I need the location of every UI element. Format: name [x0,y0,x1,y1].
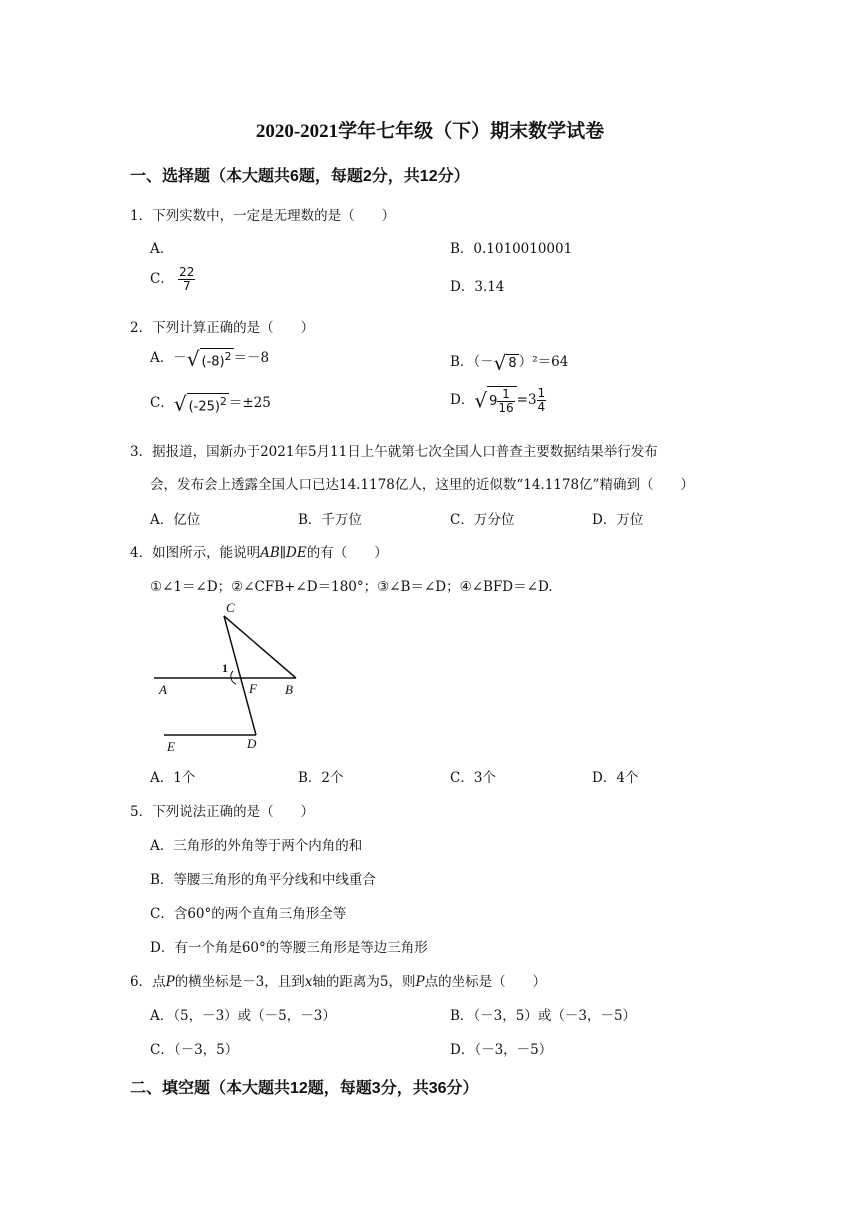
question-4-conditions: ①∠1＝∠D；②∠CFB+∠D＝180°；③∠B＝∠D；④∠BFD＝∠D. [150,579,553,595]
square-root: √ $(-25)^2$ [173,391,227,416]
label-c: C [226,600,235,615]
question-4-option-d: D．4个 [592,770,639,786]
result: ＝－8 [233,350,270,366]
point-p: P [165,974,175,990]
question-5-option-d: D．有一个角是60°的等腰三角形是等边三角形 [150,940,428,956]
question-1-option-c [150,266,195,293]
fraction [497,388,514,415]
square-root: √ 9 $\frac{1}{16}$ [474,386,516,415]
option-label: C． [150,395,174,411]
numerator: 22 [179,265,195,279]
radicand: (-25) [188,399,220,415]
radicand: 8 [508,356,517,371]
option-label: C． [150,271,174,287]
option-label: A． [150,350,174,366]
label-a: A [159,682,167,697]
result: ）²＝64 [518,354,569,370]
segment-ab: AB [260,545,280,561]
question-4-option-b: B．2个 [298,770,344,786]
question-6-option-d: D．（－3，－5） [450,1042,553,1058]
section-heading-fill-in: 二、填空题（本大题共12题，每题3分，共36分） [130,1080,479,1097]
question-4-option-c: C．3个 [450,770,496,786]
page-title: 2020-2021学年七年级（下）期末数学试卷 [255,121,605,142]
question-1-stem: 1．下列实数中，一定是无理数的是（ ） [130,208,396,224]
stem-text: 的有（ ） [306,545,388,561]
label-e: E [167,739,175,754]
segment-de: DE [286,545,307,561]
label-f: F [249,681,257,696]
geometry-figure [150,598,310,758]
stem-text: 6．点 [130,974,166,990]
section-heading-choice: 一、选择题（本大题共6题，每题2分，共12分） [130,168,470,185]
question-3-line-1: 3．据报道，国新办于2021年5月11日上午就第七次全国人口普查主要数据结果举行发布 [130,444,658,460]
denominator: 7 [182,279,191,293]
numerator: 1 [537,386,546,400]
denominator: 4 [537,400,546,414]
option-label: B．（－ [450,354,494,370]
stem-text: 4．如图所示，能说明 [130,545,261,561]
exponent: 2 [219,394,227,408]
question-1-option-d: D．3.14 [450,279,505,295]
point-p: P [415,974,425,990]
equals: =3 [516,392,537,408]
question-5-option-c: C．含60°的两个直角三角形全等 [150,906,347,922]
question-5-option-b: B．等腰三角形的角平分线和中线重合 [150,872,376,888]
question-6-option-b: B．（－3，5）或（－3，－5） [450,1008,637,1024]
stem-text: 的横坐标是－3，且到 [174,974,305,990]
minus-sign: － [173,350,187,366]
radicand: (-8) [201,354,225,370]
question-6-option-c: C．（－3，5） [150,1042,239,1058]
result: ＝±25 [228,395,271,411]
question-3-option-c: C．万分位 [450,512,515,528]
question-2-option-a [150,346,269,371]
question-3-option-b: B．千万位 [298,512,362,528]
exponent: 2 [224,349,232,363]
question-2-option-b [450,350,568,375]
stem-text: 轴的距离为5，则 [312,974,416,990]
question-6-stem [130,970,546,990]
question-3-option-a: A．亿位 [150,512,201,528]
whole-part: 9 [489,394,498,409]
stem-text: 点的坐标是（ ） [424,974,547,990]
question-1-option-b: B．0.1010010001 [450,241,573,257]
question-2-stem: 2．下列计算正确的是（ ） [130,320,315,336]
numerator: 1 [497,388,514,402]
variable-x: x [304,974,313,990]
fraction [178,266,195,293]
option-label: D． [450,392,475,408]
parallel-symbol: ∥ [279,545,287,561]
square-root: √ 8 [493,350,517,375]
question-5-option-a: A．三角形的外角等于两个内角的和 [150,838,363,854]
question-2-option-c [150,391,271,416]
label-b: B [285,682,293,697]
question-4-stem [130,541,388,561]
label-d: D [247,736,257,751]
question-3-option-d: D．万位 [592,512,644,528]
question-5-stem: 5．下列说法正确的是（ ） [130,804,315,820]
label-angle-1: 1 [222,661,228,675]
square-root: √ $(-8)^2$ [186,346,232,371]
question-3-line-2: 会，发布会上透露全国人口已达14.1178亿人，这里的近似数“14.1178亿”精确到（ ） [150,477,694,493]
fraction [537,387,547,414]
denominator: 16 [498,401,514,415]
question-2-option-d [450,386,546,415]
question-6-option-a: A．（5，－3）或（－5，－3） [150,1008,336,1024]
question-1-option-a: A． [150,241,174,257]
question-4-option-a: A．1个 [150,770,196,786]
